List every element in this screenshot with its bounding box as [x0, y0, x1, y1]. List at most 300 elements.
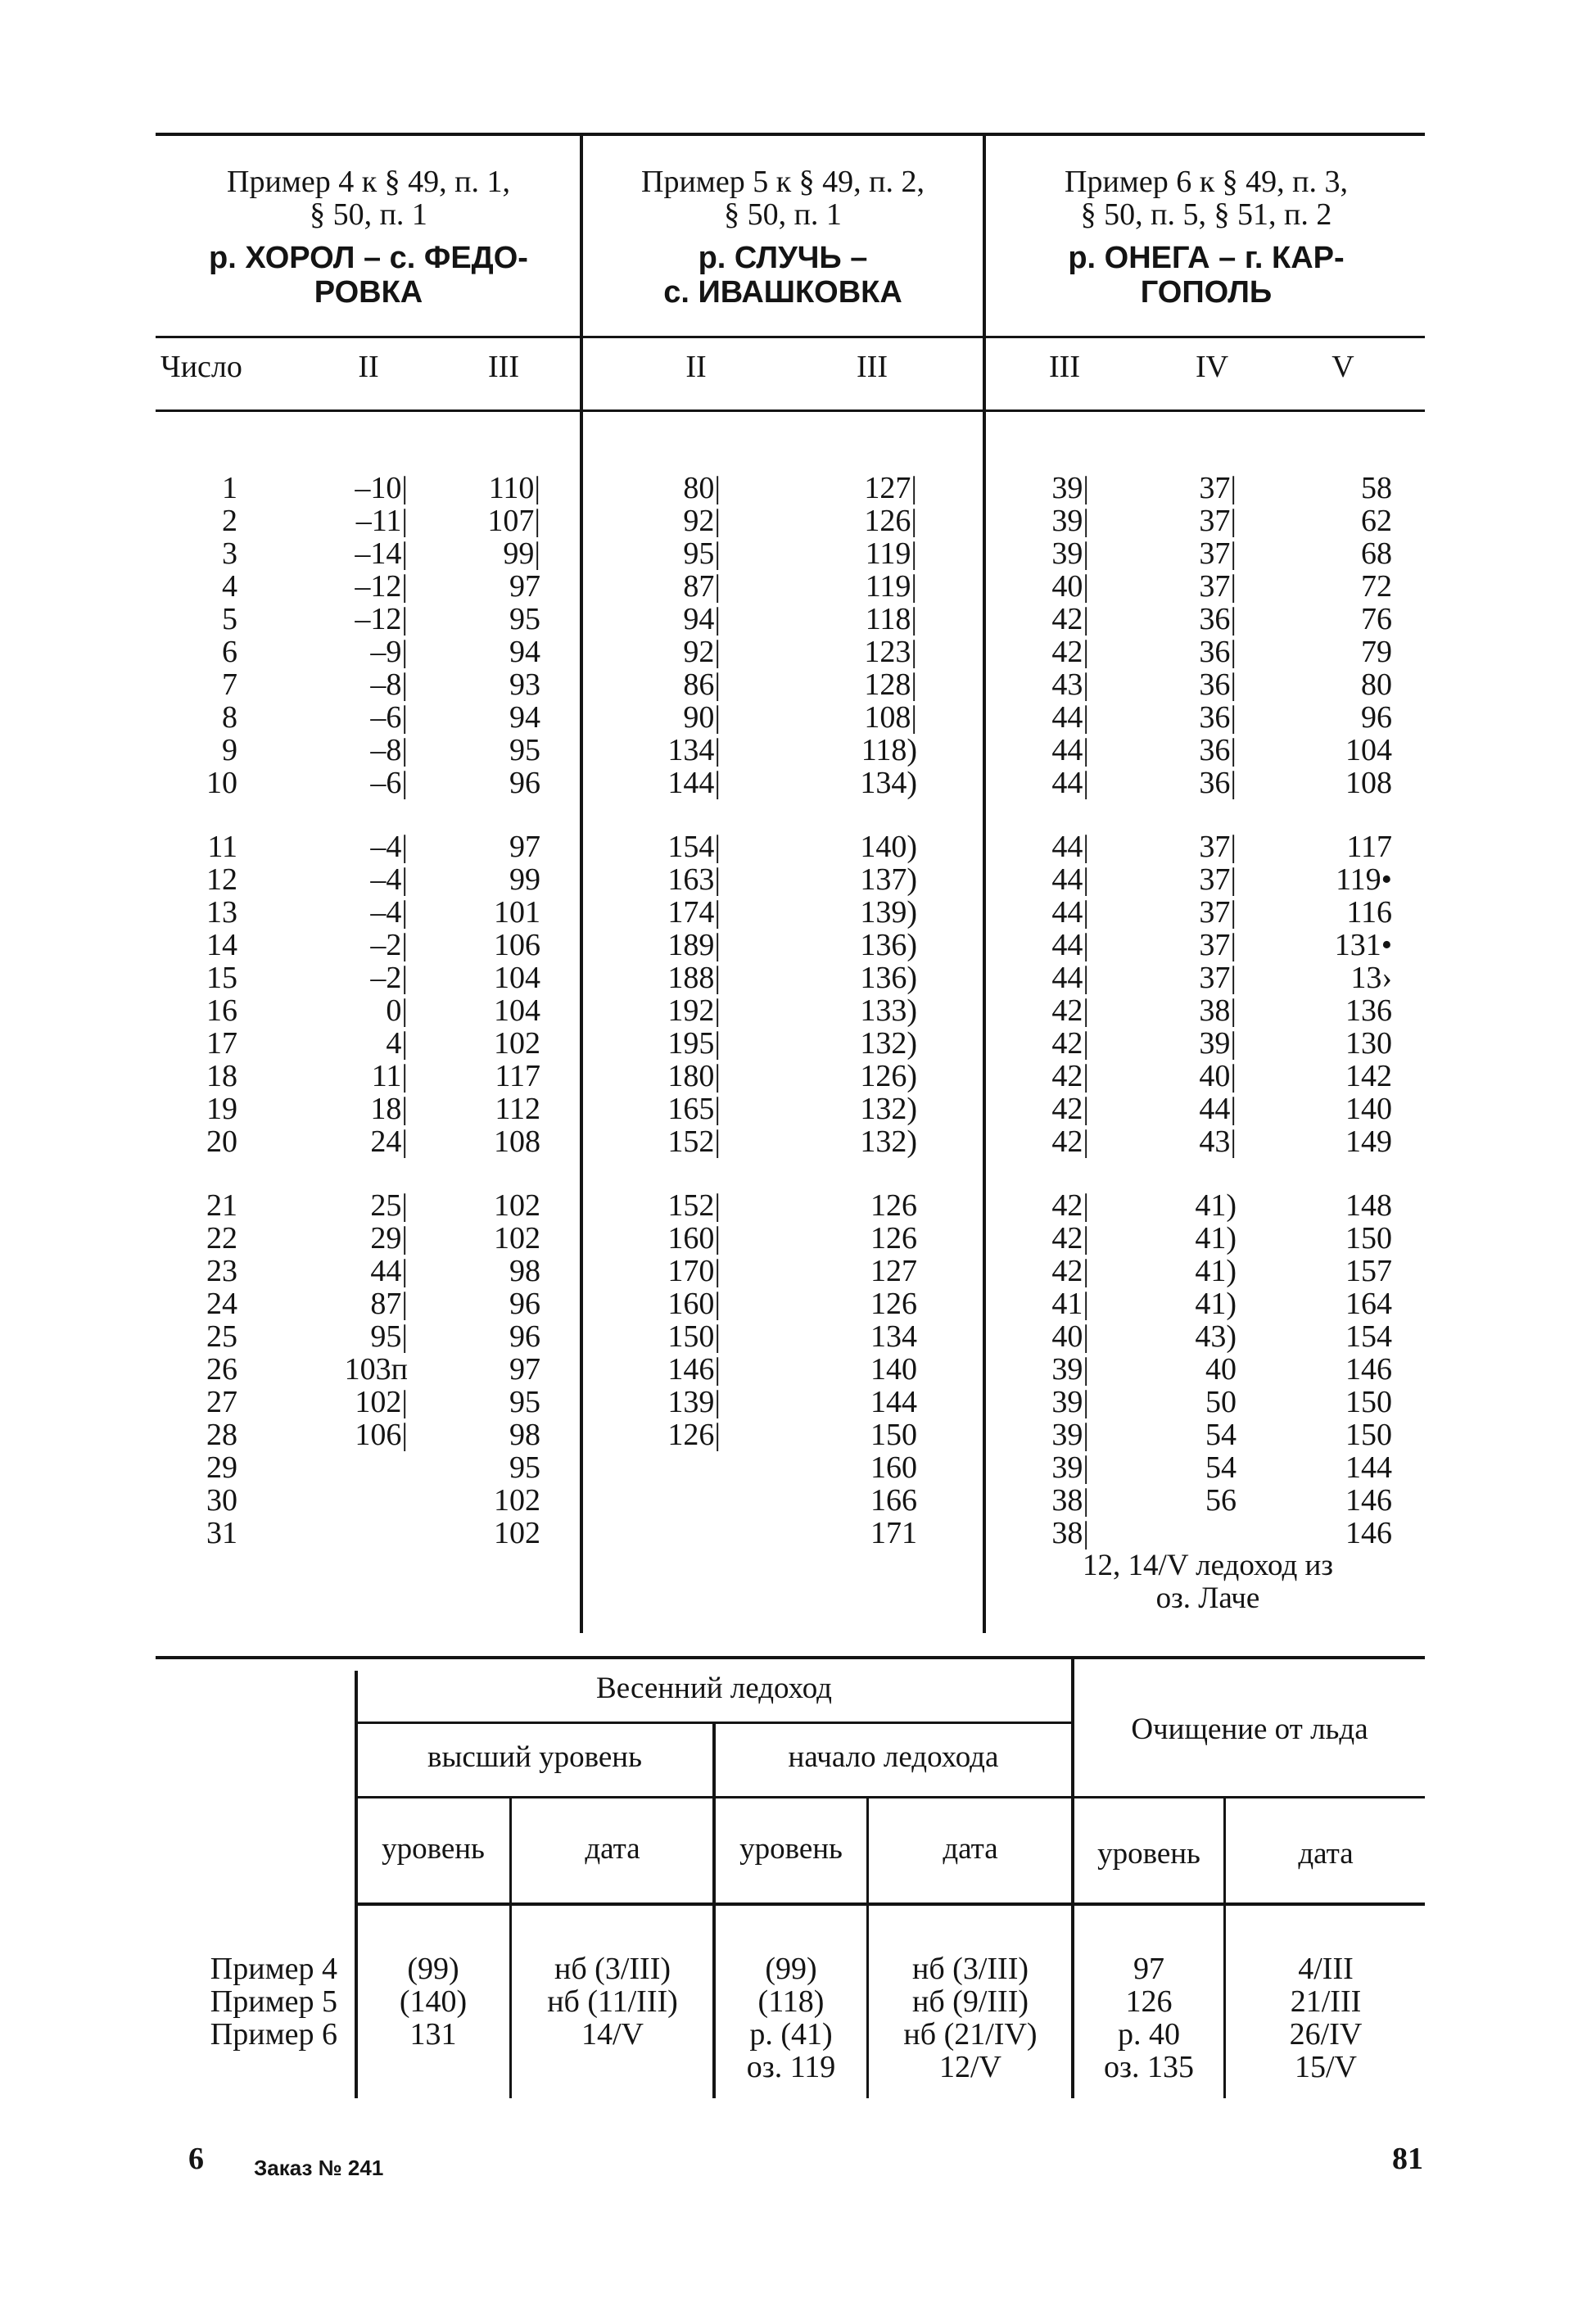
ex6-IV-cell: 36| — [1199, 766, 1237, 800]
day-number-cell: 11 — [207, 830, 237, 864]
ex5-III-cell: 134 — [870, 1319, 917, 1354]
day-number-cell: 12 — [206, 862, 237, 897]
ex6-IV-cell: 37| — [1199, 862, 1237, 897]
day-number-cell: 4 — [222, 569, 237, 604]
ex6-V-cell: 58 — [1361, 471, 1392, 505]
day-number-cell: 14 — [206, 928, 237, 962]
ex6-IV-cell: 54 — [1205, 1450, 1237, 1485]
ex6-V-cell: 130 — [1345, 1026, 1392, 1061]
ex5-II-cell: 150| — [667, 1319, 721, 1354]
ex6-IV-cell: 37| — [1199, 504, 1237, 538]
ex5-II-cell: 174| — [667, 895, 721, 930]
ex6-V-cell: 117 — [1346, 830, 1392, 864]
ex4-II-cell: –11| — [355, 504, 408, 538]
colhead-rule — [156, 409, 1425, 412]
ex6-III-cell: 44| — [1051, 928, 1089, 962]
ex6-high-level: 131 — [409, 2017, 457, 2052]
col-header-ex4-III: III — [488, 350, 519, 384]
ex5-clear-date: 21/III — [1290, 1984, 1362, 2019]
ex5-III-cell: 132) — [860, 1026, 917, 1061]
day-number-cell: 10 — [206, 766, 237, 800]
example-4-title: Пример 4 к § 49, п. 1, — [227, 165, 510, 199]
bottom-v-2 — [509, 1798, 512, 2098]
ex4-II-cell: 103п — [344, 1352, 408, 1387]
ex6-III-cell: 43| — [1051, 667, 1089, 702]
bottom-v-6 — [1223, 1798, 1226, 2098]
ex4-II-cell: 102| — [355, 1385, 408, 1419]
example-5-title2: § 50, п. 1 — [724, 197, 842, 232]
ex5-clear-level: 126 — [1125, 1984, 1173, 2019]
ex6-IV-cell: 37| — [1199, 961, 1237, 995]
day-number-cell: 23 — [206, 1254, 237, 1288]
ex4-clear-level: 97 — [1133, 1952, 1164, 1986]
ex6-III-cell: 42| — [1051, 602, 1089, 636]
ex5-II-cell: 160| — [667, 1287, 721, 1321]
ex6-IV-cell: 36| — [1199, 635, 1237, 669]
ex4-II-cell: –10| — [355, 471, 408, 505]
example-4-title2: § 50, п. 1 — [310, 197, 427, 232]
ex6-V-cell: 144 — [1345, 1450, 1392, 1485]
day-number-cell: 8 — [222, 700, 237, 735]
note-line-2: оз. Лаче — [1155, 1581, 1260, 1615]
ex6-IV-cell: 39| — [1199, 1026, 1237, 1061]
ex4-III-cell: 102 — [494, 1026, 540, 1061]
ex5-II-cell: 146| — [667, 1352, 721, 1387]
col-header-ex5-III: III — [857, 350, 888, 384]
ex5-III-cell: 139) — [860, 895, 917, 930]
ex4-III-cell: 95 — [509, 602, 540, 636]
ex5-II-cell: 163| — [667, 862, 721, 897]
drift-start-header: начало ледохода — [788, 1740, 999, 1774]
ex4-III-cell: 96 — [509, 1319, 540, 1354]
example-6-river2: ГОПОЛЬ — [1140, 275, 1273, 310]
ex6-III-cell: 42| — [1051, 1254, 1089, 1288]
ex6-III-cell: 44| — [1051, 961, 1089, 995]
ex6-V-cell: 104 — [1345, 733, 1392, 767]
ex5-III-cell: 108| — [864, 700, 917, 735]
ex6-IV-cell: 37| — [1199, 569, 1237, 604]
ex4-II-cell: –12| — [355, 569, 408, 604]
ex5-III-cell: 144 — [870, 1385, 917, 1419]
ex6-III-cell: 44| — [1051, 862, 1089, 897]
ex5-II-cell: 139| — [667, 1385, 721, 1419]
ex4-II-cell: 29| — [370, 1221, 408, 1256]
ex6-III-cell: 42| — [1051, 993, 1089, 1028]
example-6-header — [989, 165, 1423, 310]
ex5-III-cell: 119| — [865, 536, 917, 571]
ex5-II-cell: 189| — [667, 928, 721, 962]
ice-clearing-header: Очищение от льда — [1131, 1712, 1368, 1746]
ex6-III-cell: 38| — [1051, 1516, 1089, 1550]
ex6-V-cell: 116 — [1346, 895, 1392, 930]
ex4-II-cell: –4| — [370, 895, 408, 930]
ex6-III-cell: 39| — [1051, 471, 1089, 505]
ex6-V-cell: 80 — [1361, 667, 1392, 702]
header-rule — [156, 336, 1425, 338]
ex4-II-cell: 11| — [371, 1059, 408, 1093]
ex4-II-cell: –8| — [370, 733, 408, 767]
ex4-II-cell: –6| — [370, 700, 408, 735]
ex5-II-cell: 90| — [683, 700, 721, 735]
ex5-III-cell: 134) — [860, 766, 917, 800]
example-6-river: р. ОНЕГА – г. КАР- — [1068, 241, 1345, 275]
ex6-III-cell: 39| — [1051, 1385, 1089, 1419]
ex4-III-cell: 94 — [509, 700, 540, 735]
ex6-IV-cell: 41) — [1195, 1287, 1237, 1321]
ex4-II-cell: 44| — [370, 1254, 408, 1288]
ex4-III-cell: 94 — [509, 635, 540, 669]
ex4-II-cell: –4| — [370, 862, 408, 897]
ex4-III-cell: 110| — [488, 471, 540, 505]
ex6-V-cell: 140 — [1345, 1092, 1392, 1126]
day-number-cell: 9 — [222, 733, 237, 767]
day-number-cell: 22 — [206, 1221, 237, 1256]
ex5-II-cell: 170| — [667, 1254, 721, 1288]
ex5-II-cell: 86| — [683, 667, 721, 702]
ex6-V-cell: 150 — [1345, 1221, 1392, 1256]
day-number-cell: 29 — [206, 1450, 237, 1485]
col-header-ex4-II: II — [358, 350, 379, 384]
ex6-V-cell: 149 — [1345, 1124, 1392, 1159]
ex6-V-cell: 136 — [1345, 993, 1392, 1028]
ex6-V-cell: 142 — [1345, 1059, 1392, 1093]
ex5-II-cell: 92| — [683, 635, 721, 669]
day-number-cell: 13 — [206, 895, 237, 930]
ex6-III-cell: 39| — [1051, 504, 1089, 538]
ex5-start-level: (118) — [757, 1984, 825, 2019]
ex4-start-date: нб (3/III) — [912, 1952, 1029, 1986]
note-line-1: 12, 14/V ледоход из — [1083, 1549, 1333, 1582]
ex5-III-cell: 126 — [870, 1287, 917, 1321]
col-header-ex6-V: V — [1332, 350, 1354, 384]
bottom-v-4 — [866, 1798, 869, 2098]
ex5-III-cell: 123| — [864, 635, 917, 669]
ex4-II-cell: 4| — [386, 1026, 408, 1061]
row-label-example-5: Пример 5 — [210, 1984, 337, 2019]
page-number: 81 — [1392, 2142, 1423, 2176]
day-number-cell: 19 — [206, 1092, 237, 1126]
ex6-clear-level-lake: оз. 135 — [1103, 2050, 1194, 2084]
ex4-III-cell: 102 — [494, 1516, 540, 1550]
day-number-cell: 15 — [206, 961, 237, 995]
day-number-cell: 16 — [206, 993, 237, 1028]
clear-date-subheader: дата — [1298, 1837, 1354, 1871]
ex6-IV-cell: 37| — [1199, 471, 1237, 505]
example-4-header — [164, 165, 573, 310]
level-date-rule — [357, 1902, 1425, 1906]
example-4-river2: РОВКА — [314, 275, 423, 310]
col-header-ex5-II: II — [685, 350, 707, 384]
ex6-III-cell: 39| — [1051, 536, 1089, 571]
example-5-header — [586, 165, 979, 310]
bottom-top-rule — [156, 1656, 1425, 1659]
subgroup-rule — [357, 1796, 1425, 1798]
ex6-V-cell: 150 — [1345, 1385, 1392, 1419]
ex6-IV-cell: 37| — [1199, 536, 1237, 571]
col-header-ex6-IV: IV — [1195, 350, 1229, 384]
clear-level-subheader: уровень — [1097, 1837, 1200, 1871]
ex6-III-cell: 44| — [1051, 700, 1089, 735]
ex5-start-date: нб (9/III) — [912, 1984, 1029, 2019]
ex6-clear-date: 26/IV — [1289, 2017, 1363, 2052]
day-number-cell: 28 — [206, 1418, 237, 1452]
ex6-III-cell: 39| — [1051, 1450, 1089, 1485]
ex6-start-level: р. (41) — [749, 2017, 833, 2052]
ex4-III-cell: 95 — [509, 733, 540, 767]
ex4-III-cell: 104 — [494, 993, 540, 1028]
ex5-II-cell: 160| — [667, 1221, 721, 1256]
ex4-III-cell: 98 — [509, 1418, 540, 1452]
ex4-III-cell: 101 — [494, 895, 540, 930]
ex4-II-cell: 24| — [370, 1124, 408, 1159]
ex4-III-cell: 95 — [509, 1450, 540, 1485]
ex6-V-cell: 146 — [1345, 1483, 1392, 1518]
ex6-V-cell: 72 — [1361, 569, 1392, 604]
ex4-III-cell: 99 — [509, 862, 540, 897]
divider-1 — [580, 133, 583, 1633]
ex5-II-cell: 188| — [667, 961, 721, 995]
ex6-IV-cell: 50 — [1205, 1385, 1237, 1419]
top-rule — [156, 133, 1425, 136]
ex5-III-cell: 132) — [860, 1124, 917, 1159]
ex5-II-cell: 95| — [683, 536, 721, 571]
ex5-II-cell: 195| — [667, 1026, 721, 1061]
ex6-IV-cell: 56 — [1205, 1483, 1237, 1518]
ex4-III-cell: 93 — [509, 667, 540, 702]
ex6-IV-cell: 43| — [1199, 1124, 1237, 1159]
ex4-high-date: нб (3/III) — [554, 1952, 671, 1986]
ex4-II-cell: –2| — [370, 961, 408, 995]
ex6-V-cell: 148 — [1345, 1188, 1392, 1223]
row-label-example-6: Пример 6 — [210, 2017, 337, 2052]
ex6-III-cell: 42| — [1051, 1059, 1089, 1093]
example-4-river: р. ХОРОЛ – с. ФЕДО- — [209, 241, 528, 275]
ex6-IV-cell: 54 — [1205, 1418, 1237, 1452]
ex4-III-cell: 97 — [509, 1352, 540, 1387]
day-number-cell: 7 — [222, 667, 237, 702]
ex6-IV-cell: 44| — [1199, 1092, 1237, 1126]
ex6-IV-cell: 36| — [1199, 700, 1237, 735]
day-number-cell: 31 — [206, 1516, 237, 1550]
ex5-III-cell: 136) — [860, 961, 917, 995]
ex6-IV-cell: 41) — [1195, 1188, 1237, 1223]
day-number-cell: 30 — [206, 1483, 237, 1518]
day-number-cell: 27 — [206, 1385, 237, 1419]
ex6-V-cell: 164 — [1345, 1287, 1392, 1321]
day-number-cell: 25 — [206, 1319, 237, 1354]
ex6-IV-cell: 36| — [1199, 602, 1237, 636]
ex5-II-cell: 94| — [683, 602, 721, 636]
ex5-III-cell: 137) — [860, 862, 917, 897]
ex6-IV-cell: 37| — [1199, 895, 1237, 930]
ex4-III-cell: 102 — [494, 1221, 540, 1256]
ex6-V-cell: 96 — [1361, 700, 1392, 735]
ex6-start-date: нб (21/IV) — [903, 2017, 1038, 2052]
col-header-day: Число — [161, 350, 242, 384]
ex6-V-cell: 68 — [1361, 536, 1392, 571]
ex4-high-level: (99) — [407, 1952, 459, 1986]
ex6-clear-date-lake: 15/V — [1295, 2050, 1357, 2084]
day-number-cell: 26 — [206, 1352, 237, 1387]
day-number-cell: 21 — [206, 1188, 237, 1223]
start-date-subheader: дата — [943, 1832, 998, 1866]
ex5-II-cell: 144| — [667, 766, 721, 800]
example-6-title: Пример 6 к § 49, п. 3, — [1065, 165, 1348, 199]
day-number-cell: 18 — [206, 1059, 237, 1093]
order-number-text: Заказ № 241 — [254, 2156, 384, 2180]
ex6-start-level-lake: оз. 119 — [746, 2050, 836, 2084]
ex4-II-cell: 18| — [370, 1092, 408, 1126]
ex5-II-cell: 126| — [667, 1418, 721, 1452]
ex6-V-cell: 13› — [1350, 961, 1392, 995]
ex6-V-cell: 150 — [1345, 1418, 1392, 1452]
ex6-IV-cell: 36| — [1199, 667, 1237, 702]
ex5-II-cell: 154| — [667, 830, 721, 864]
day-number-cell: 6 — [222, 635, 237, 669]
ex6-III-cell: 42| — [1051, 1188, 1089, 1223]
ex4-III-cell: 97 — [509, 830, 540, 864]
ex4-III-cell: 107| — [487, 504, 540, 538]
ex5-III-cell: 132) — [860, 1092, 917, 1126]
ex6-III-cell: 44| — [1051, 766, 1089, 800]
col-header-ex6-III: III — [1049, 350, 1080, 384]
ex6-V-cell: 79 — [1361, 635, 1392, 669]
ex4-III-cell: 95 — [509, 1385, 540, 1419]
ex6-V-cell: 119• — [1336, 862, 1392, 897]
ex5-II-cell: 165| — [667, 1092, 721, 1126]
example-5-title: Пример 5 к § 49, п. 2, — [641, 165, 925, 199]
ex5-III-cell: 127 — [870, 1254, 917, 1288]
ex4-II-cell: –8| — [370, 667, 408, 702]
ex6-V-cell: 76 — [1361, 602, 1392, 636]
ex4-III-cell: 104 — [494, 961, 540, 995]
ex6-III-cell: 39| — [1051, 1352, 1089, 1387]
ex6-IV-cell: 37| — [1199, 928, 1237, 962]
ex6-V-cell: 131• — [1334, 928, 1392, 962]
ex6-V-cell: 154 — [1345, 1319, 1392, 1354]
ice-drift-note — [995, 1550, 1421, 1615]
high-date-subheader: дата — [585, 1832, 640, 1866]
ex4-II-cell: 87| — [370, 1287, 408, 1321]
ex6-V-cell: 108 — [1345, 766, 1392, 800]
ex6-III-cell: 40| — [1051, 569, 1089, 604]
ex5-II-cell: 152| — [667, 1188, 721, 1223]
ex4-III-cell: 96 — [509, 1287, 540, 1321]
ex5-III-cell: 126 — [870, 1221, 917, 1256]
ex5-high-level: (140) — [399, 1984, 468, 2019]
ex5-III-cell: 136) — [860, 928, 917, 962]
ex4-II-cell: 25| — [370, 1188, 408, 1223]
ex6-III-cell: 44| — [1051, 830, 1089, 864]
ex5-II-cell: 92| — [683, 504, 721, 538]
day-number-cell: 5 — [222, 602, 237, 636]
ex6-III-cell: 44| — [1051, 733, 1089, 767]
ex5-III-cell: 140 — [870, 1352, 917, 1387]
day-number-cell: 20 — [206, 1124, 237, 1159]
example-6-title2: § 50, п. 5, § 51, п. 2 — [1080, 197, 1332, 232]
highest-level-header: высший уровень — [427, 1740, 642, 1774]
ex6-III-cell: 40| — [1051, 1319, 1089, 1354]
ex5-II-cell: 180| — [667, 1059, 721, 1093]
ex5-III-cell: 118| — [865, 602, 917, 636]
ex4-start-level: (99) — [765, 1952, 817, 1986]
ex6-clear-level: р. 40 — [1118, 2017, 1180, 2052]
day-number-cell: 24 — [206, 1287, 237, 1321]
order-number — [254, 2147, 383, 2183]
example-5-river2: с. ИВАШКОВКА — [663, 275, 902, 310]
ex6-IV-cell: 41) — [1195, 1254, 1237, 1288]
ex4-II-cell: –12| — [355, 602, 408, 636]
ex4-III-cell: 102 — [494, 1188, 540, 1223]
ex4-II-cell: –2| — [370, 928, 408, 962]
start-level-subheader: уровень — [739, 1832, 843, 1866]
ex6-V-cell: 157 — [1345, 1254, 1392, 1288]
ex5-III-cell: 126| — [864, 504, 917, 538]
ex5-III-cell: 160 — [870, 1450, 917, 1485]
ex5-II-cell: 80| — [683, 471, 721, 505]
ex6-III-cell: 44| — [1051, 895, 1089, 930]
example-5-river: р. СЛУЧЬ – — [698, 241, 868, 275]
ex5-III-cell: 150 — [870, 1418, 917, 1452]
ex6-IV-cell: 38| — [1199, 993, 1237, 1028]
high-level-subheader: уровень — [382, 1832, 485, 1866]
ex6-start-date-lake: 12/V — [939, 2050, 1001, 2084]
ex6-V-cell: 62 — [1361, 504, 1392, 538]
ex4-III-cell: 96 — [509, 766, 540, 800]
ex6-IV-cell: 36| — [1199, 733, 1237, 767]
ex5-III-cell: 166 — [870, 1483, 917, 1518]
ex4-II-cell: –4| — [370, 830, 408, 864]
spring-ice-drift-header: Весенний ледоход — [596, 1672, 832, 1705]
ex5-III-cell: 126) — [860, 1059, 917, 1093]
ex6-V-cell: 146 — [1345, 1352, 1392, 1387]
ex6-III-cell: 42| — [1051, 1092, 1089, 1126]
day-number-cell: 2 — [222, 504, 237, 538]
ex5-III-cell: 171 — [870, 1516, 917, 1550]
ex5-II-cell: 152| — [667, 1124, 721, 1159]
ex6-V-cell: 146 — [1345, 1516, 1392, 1550]
divider-2 — [983, 133, 986, 1633]
ex6-III-cell: 42| — [1051, 635, 1089, 669]
ex6-III-cell: 39| — [1051, 1418, 1089, 1452]
ex6-III-cell: 42| — [1051, 1026, 1089, 1061]
ex4-II-cell: 106| — [355, 1418, 408, 1452]
ex6-III-cell: 42| — [1051, 1124, 1089, 1159]
ex4-III-cell: 112 — [495, 1092, 540, 1126]
ex4-III-cell: 98 — [509, 1254, 540, 1288]
ex6-IV-cell: 40| — [1199, 1059, 1237, 1093]
ex5-III-cell: 140) — [860, 830, 917, 864]
ex5-II-cell: 192| — [667, 993, 721, 1028]
ex6-IV-cell: 43) — [1195, 1319, 1237, 1354]
ex5-III-cell: 119| — [865, 569, 917, 604]
ex4-clear-date: 4/III — [1298, 1952, 1354, 1986]
ex4-II-cell: 95| — [370, 1319, 408, 1354]
ex4-III-cell: 97 — [509, 569, 540, 604]
ex5-III-cell: 133) — [860, 993, 917, 1028]
ex4-II-cell: –6| — [370, 766, 408, 800]
ex6-III-cell: 38| — [1051, 1483, 1089, 1518]
ex5-II-cell: 87| — [683, 569, 721, 604]
ex5-III-cell: 128| — [864, 667, 917, 702]
ex4-II-cell: –9| — [370, 635, 408, 669]
ex4-II-cell: 0| — [386, 993, 408, 1028]
ex4-III-cell: 108 — [494, 1124, 540, 1159]
ex4-III-cell: 117 — [495, 1059, 540, 1093]
row-label-example-4: Пример 4 — [210, 1952, 337, 1986]
sheet-number: 6 — [188, 2142, 204, 2176]
ex5-III-cell: 127| — [864, 471, 917, 505]
